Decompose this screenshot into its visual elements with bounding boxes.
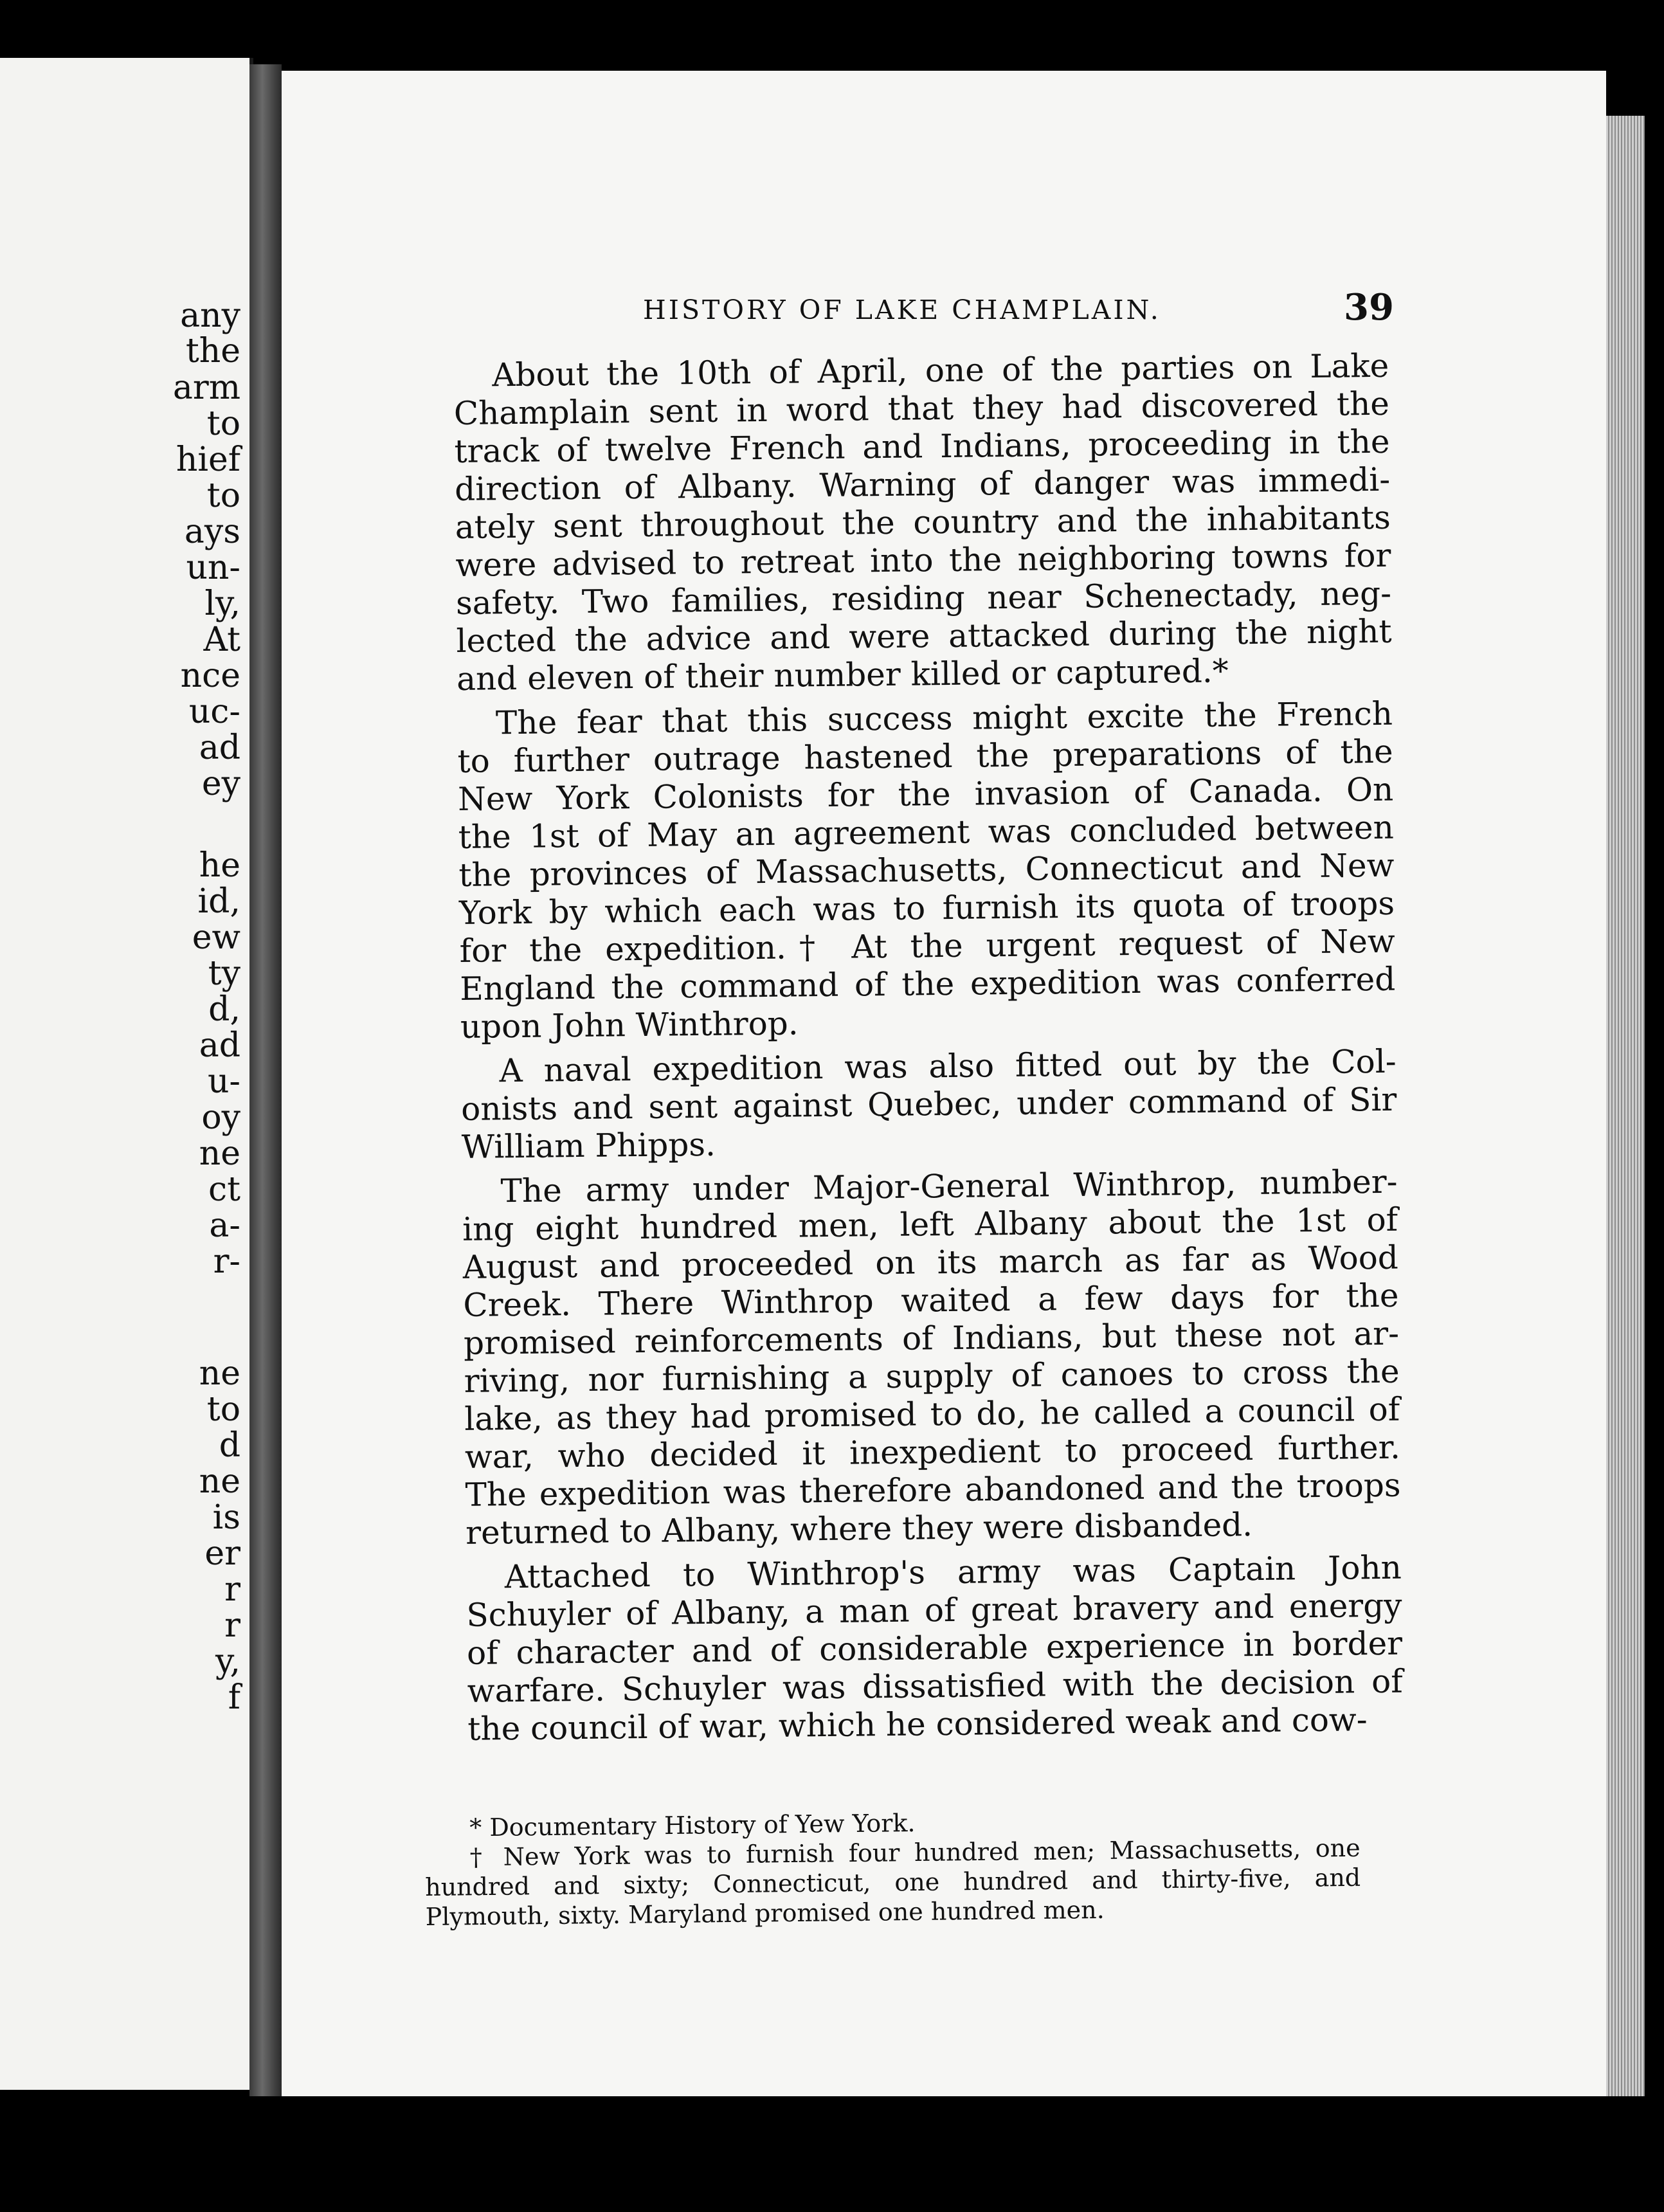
page-edges: [1606, 116, 1645, 2096]
footnotes: [424, 1804, 1361, 1932]
paragraph: [462, 1163, 1401, 1552]
left-page-fragment: r: [224, 1606, 240, 1645]
text-line: William Phipps.: [461, 1125, 716, 1166]
text-line: for the expedition.† At the urgent request of New: [459, 922, 1395, 970]
left-page-fragment: nce: [180, 657, 240, 695]
text-line: to further outrage hastened the preparations of the: [457, 732, 1393, 780]
text-line: The fear that this success might excite the French: [495, 694, 1393, 742]
left-page-fragment: the: [185, 332, 240, 370]
left-page-fragment: ew: [192, 918, 240, 957]
left-page-fragment: ly,: [204, 585, 240, 623]
text-line: promised reinforcements of Indians, but these not ar-: [463, 1314, 1400, 1362]
left-page-fragment: ty: [208, 954, 240, 993]
left-page-fragment: is: [212, 1498, 240, 1537]
left-page-fragment: ey: [201, 765, 240, 803]
left-page-fragment: arm: [172, 368, 240, 407]
text-line: ately sent throughout the country and the inhabitants: [455, 498, 1391, 546]
left-page-fragment: f: [228, 1678, 240, 1717]
left-page-fragment: ne: [199, 1462, 240, 1501]
text-line: safety. Two families, residing near Schenectady, neg-: [455, 574, 1392, 622]
page-number: 39: [1344, 286, 1394, 329]
text-line: and eleven of their number killed or captured.*: [456, 652, 1229, 698]
text-line: the 1st of May an agreement was concluded between: [458, 808, 1395, 856]
book-gutter: [249, 64, 282, 2096]
footnote-line: † New York was to furnish four hundred men; Massachusetts, one: [469, 1833, 1361, 1872]
left-page-fragment: ct: [208, 1170, 240, 1209]
text-line: The expedition was therefore abandoned and the troops: [465, 1466, 1401, 1514]
text-line: The army under Major-General Winthrop, number-: [500, 1163, 1398, 1210]
left-page: [0, 58, 253, 2090]
text-line: the provinces of Massachusetts, Connecticut and New: [458, 846, 1395, 894]
text-line: the council of war, which he considered weak and cow-: [467, 1701, 1368, 1748]
text-line: ing eight hundred men, left Albany about the 1st of: [462, 1201, 1398, 1248]
text-line: About the 10th of April, one of the parties on Lake: [491, 347, 1389, 394]
footnote-line: * Documentary History of Yew York.: [469, 1809, 916, 1842]
text-line: returned to Albany, where they were disbanded.: [465, 1506, 1253, 1552]
left-page-fragment: uc-: [188, 693, 240, 731]
text-line: August and proceeded on its march as far as Wood: [462, 1238, 1399, 1286]
left-page-fragment: hief: [176, 440, 240, 479]
text-line: Creek. There Winthrop waited a few days for the: [463, 1276, 1399, 1324]
text-line: Champlain sent in word that they had discovered the: [453, 385, 1390, 432]
footnote: [424, 1833, 1361, 1932]
left-page-fragment: to: [206, 476, 240, 515]
text-line: of character and of considerable experience in border: [466, 1624, 1403, 1672]
left-page-fragment: ays: [184, 512, 240, 551]
left-page-fragment: a-: [209, 1206, 240, 1245]
left-page-fragment: r: [224, 1570, 240, 1609]
text-line: upon John Winthrop.: [460, 1004, 799, 1046]
text-line: lected the advice and were attacked during the night: [456, 612, 1392, 660]
left-page-fragment: d: [219, 1426, 240, 1465]
left-page-fragment: un-: [186, 548, 240, 587]
paragraph: [457, 695, 1396, 1046]
text-line: were advised to retreat into the neighboring towns for: [455, 536, 1391, 584]
left-page-fragment: At: [203, 621, 240, 659]
footnote-line: Plymouth, sixty. Maryland promised one hundred men.: [425, 1895, 1105, 1931]
left-page-fragment: id,: [197, 882, 240, 921]
left-page-fragment: ne: [199, 1354, 240, 1393]
text-line: Schuyler of Albany, a man of great bravery and energy: [466, 1586, 1402, 1634]
body-text: [453, 347, 1404, 1748]
paragraph: [466, 1549, 1404, 1748]
left-page-fragment: y,: [215, 1642, 240, 1681]
text-line: England the command of the expedition was conferred: [459, 960, 1396, 1008]
left-page-fragment: ad: [199, 1026, 240, 1065]
left-page-fragment: ne: [199, 1134, 240, 1173]
paragraph: [453, 347, 1392, 698]
left-page-fragment: u-: [207, 1062, 240, 1101]
text-line: warfare. Schuyler was dissatisfied with the decision of: [467, 1662, 1403, 1710]
text-line: track of twelve French and Indians, proceeding in the: [454, 422, 1390, 470]
left-page-fragment: d,: [208, 990, 240, 1029]
left-page-fragment: ad: [199, 729, 240, 767]
text-line: A naval expedition was also fitted out by the Col-: [499, 1042, 1397, 1090]
text-line: New York Colonists for the invasion of Canada. On: [457, 770, 1394, 818]
paragraph: [460, 1043, 1397, 1166]
left-page-fragment: er: [204, 1534, 240, 1573]
left-page-fragment: to: [206, 1390, 240, 1429]
left-page-fragment: r-: [213, 1242, 240, 1281]
left-page-fragment: any: [180, 296, 240, 335]
left-page-fragment: oy: [201, 1098, 240, 1137]
text-line: lake, as they had promised to do, he called a council of: [464, 1390, 1400, 1438]
left-page-fragment: to: [206, 404, 240, 443]
text-line: direction of Albany. Warning of danger was immedi-: [454, 460, 1391, 508]
footnote-line: hundred and sixty; Connecticut, one hundred and thirty-five, and: [424, 1863, 1361, 1901]
text-line: war, who decided it inexpedient to proceed further.: [464, 1428, 1401, 1476]
running-head: HISTORY OF LAKE CHAMPLAIN.: [643, 295, 1161, 325]
text-line: riving, nor furnishing a supply of canoes to cross the: [464, 1352, 1400, 1400]
text-line: Attached to Winthrop's army was Captain John: [504, 1548, 1402, 1596]
left-page-fragment: he: [199, 846, 240, 885]
text-line: York by which each was to furnish its quota of troops: [458, 884, 1395, 932]
text-line: onists and sent against Quebec, under command of Sir: [460, 1080, 1397, 1128]
